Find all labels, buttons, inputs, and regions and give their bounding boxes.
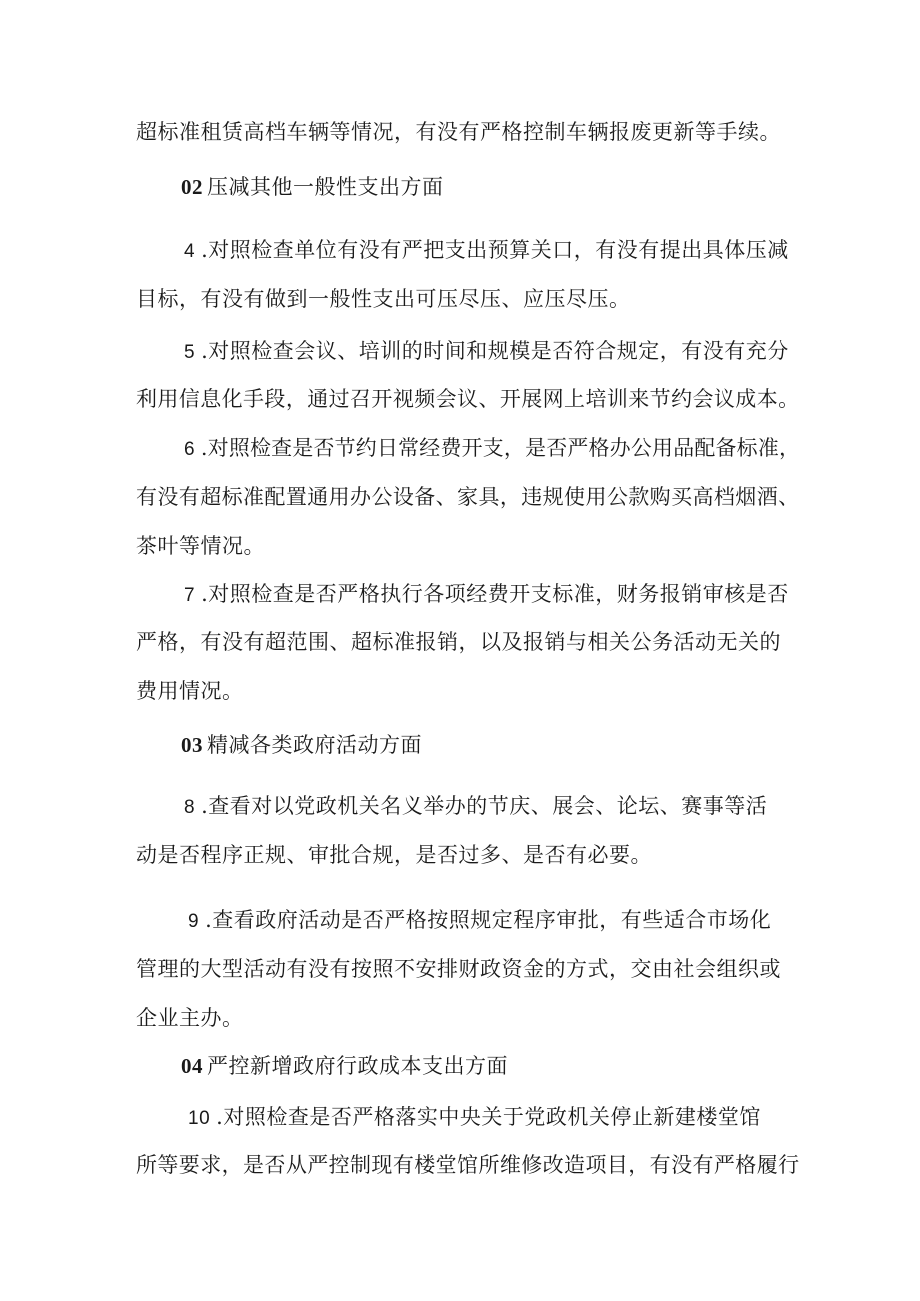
item-8-line-1 — [184, 792, 767, 822]
item-7-line-1 — [184, 580, 789, 610]
item-number: 10 — [188, 1108, 211, 1129]
section-number: 03 — [181, 733, 203, 757]
section-title: 严控新增政府行政成本支出方面 — [207, 1054, 508, 1078]
section-title: 精减各类政府活动方面 — [207, 733, 422, 757]
item-5-line-2: 利用信息化手段，通过召开视频会议、开展网上培训来节约会议成本。 — [136, 387, 800, 411]
continuation-line: 超标准租赁高档车辆等情况，有没有严格控制车辆报废更新等手续。 — [136, 120, 781, 144]
item-text: .查看政府活动是否严格按照规定程序审批，有些适合市场化 — [205, 908, 772, 932]
item-7-line-2: 严格，有没有超范围、超标准报销，以及报销与相关公务活动无关的 — [136, 630, 781, 654]
section-heading-04 — [181, 1052, 508, 1080]
section-heading-02 — [181, 173, 444, 201]
item-4-line-2: 目标，有没有做到一般性支出可压尽压、应压尽压。 — [136, 287, 631, 311]
item-10-line-2: 所等要求，是否从严控制现有楼堂馆所维修改造项目，有没有严格履行 — [136, 1153, 800, 1177]
item-text: .对照检查会议、培训的时间和规模是否符合规定，有没有充分 — [201, 339, 789, 363]
section-heading-03 — [181, 731, 422, 759]
item-number: 8 — [184, 797, 196, 818]
item-text: .对照检查是否节约日常经费开支，是否严格办公用品配备标准， — [200, 436, 801, 460]
item-number: 6 — [184, 439, 195, 460]
item-9-line-1 — [188, 906, 771, 936]
item-5-line-1 — [184, 337, 789, 367]
item-text: .对照检查是否严格落实中央关于党政机关停止新建楼堂馆 — [216, 1105, 761, 1129]
item-number: 9 — [188, 911, 200, 932]
section-number: 04 — [181, 1054, 203, 1078]
item-6-line-2: 有没有超标准配置通用办公设备、家具，违规使用公款购买高档烟酒、 — [136, 485, 800, 509]
item-7-line-3: 费用情况。 — [136, 679, 244, 703]
item-9-line-2: 管理的大型活动有没有按照不安排财政资金的方式，交由社会组织或 — [136, 957, 781, 981]
item-text: .对照检查单位有没有严把支出预算关口，有没有提出具体压减 — [201, 238, 789, 262]
item-number: 4 — [184, 241, 196, 262]
item-9-line-3: 企业主办。 — [136, 1006, 244, 1030]
item-10-line-1 — [188, 1103, 761, 1133]
section-number: 02 — [181, 175, 203, 199]
item-number: 7 — [184, 585, 196, 606]
item-number: 5 — [184, 342, 196, 363]
item-6-line-1 — [184, 434, 800, 464]
item-8-line-2: 动是否程序正规、审批合规，是否过多、是否有必要。 — [136, 843, 652, 867]
item-4-line-1 — [184, 236, 789, 266]
section-title: 压减其他一般性支出方面 — [207, 175, 444, 199]
item-6-line-3: 茶叶等情况。 — [136, 534, 265, 558]
item-text: .对照检查是否严格执行各项经费开支标准，财务报销审核是否 — [201, 582, 789, 606]
item-text: .查看对以党政机关名义举办的节庆、展会、论坛、赛事等活 — [201, 794, 768, 818]
